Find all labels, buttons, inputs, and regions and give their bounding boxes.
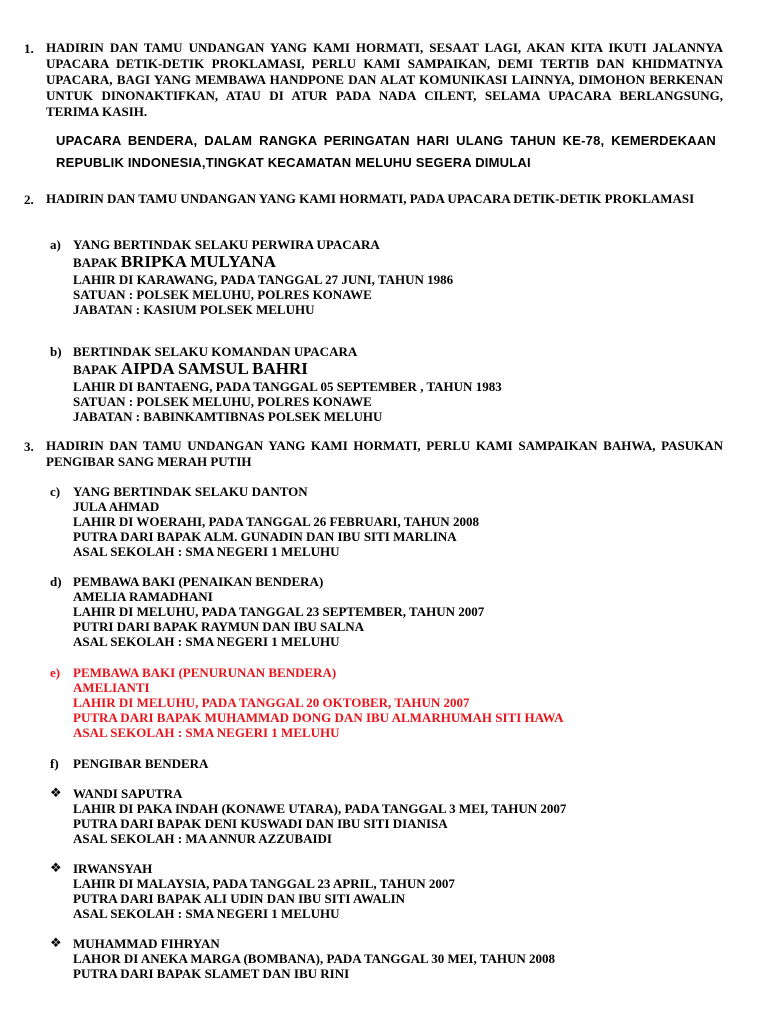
- flag-raiser-entry: [73, 861, 455, 921]
- commander-name-line: [73, 359, 502, 379]
- officer-entry: [73, 237, 453, 317]
- tray-lowering-school: ASAL SEKOLAH : SMA NEGERI 1 MELUHU: [73, 725, 340, 740]
- officer-name-prefix: BAPAK: [73, 255, 118, 270]
- officer-birth: LAHIR DI KARAWANG, PADA TANGGAL 27 JUNI, TAHUN 1986: [73, 272, 454, 287]
- flag-raisers-heading: PENGIBAR BENDERA: [73, 756, 209, 771]
- section-3-paragraph: HADIRIN DAN TAMU UNDANGAN YANG KAMI HORMATI, PERLU KAMI SAMPAIKAN BAHWA, PASUKAN PENGIBAR SANG MERAH PUTIH: [46, 438, 723, 469]
- danton-entry: [73, 484, 479, 559]
- section-1-number: 1.: [24, 41, 34, 56]
- tray-lowering-birth: LAHIR DI MELUHU, PADA TANGGAL 20 OKTOBER, TAHUN 2007: [73, 695, 470, 710]
- tray-raising-birth: LAHIR DI MELUHU, PADA TANGGAL 23 SEPTEMBER, TAHUN 2007: [73, 604, 485, 619]
- bullet-diamond-icon: ❖: [50, 936, 62, 951]
- commander-entry: [73, 344, 502, 424]
- tray-lowering-role: PEMBAWA BAKI (PENURUNAN BENDERA): [73, 665, 337, 680]
- item-marker-e: e): [50, 665, 61, 680]
- officer-unit: SATUAN : POLSEK MELUHU, POLRES KONAWE: [73, 287, 372, 302]
- flag-raiser-birth: LAHIR DI MALAYSIA, PADA TANGGAL 23 APRIL, TAHUN 2007: [73, 876, 455, 891]
- item-marker-d: d): [50, 574, 62, 589]
- section-1-paragraph: HADIRIN DAN TAMU UNDANGAN YANG KAMI HORMATI, SESAAT LAGI, AKAN KITA IKUTI JALANNYA UPACARA DETIK-DETIK PROKLAMASI, PERLU KAMI SAMPAIKAN, DEMI TERTIB DAN KHIDMATNYA UPACARA, BAGI YANG MEMBAWA HANDPONE DAN ALAT KOMUNIKASI LAINNYA, DIMOHON BERKENAN UNTUK DINONAKTIFKAN, ATAU DI ATUR PADA NADA CILENT, SELAMA UPACARA BERLANGSUNG, TERIMA KASIH.: [46, 40, 723, 119]
- bullet-diamond-icon: ❖: [50, 861, 62, 876]
- flag-raiser-entry: [73, 786, 566, 846]
- flag-raiser-entry: [73, 936, 555, 981]
- flag-raiser-parents: PUTRA DARI BAPAK DENI KUSWADI DAN IBU SITI DIANISA: [73, 816, 448, 831]
- officer-role: YANG BERTINDAK SELAKU PERWIRA UPACARA: [73, 237, 380, 252]
- tray-raising-school: ASAL SEKOLAH : SMA NEGERI 1 MELUHU: [73, 634, 340, 649]
- tray-raising-parents: PUTRI DARI BAPAK RAYMUN DAN IBU SALNA: [73, 619, 365, 634]
- commander-name: AIPDA SAMSUL BAHRI: [120, 359, 308, 378]
- bullet-diamond-icon: ❖: [50, 786, 62, 801]
- commander-birth: LAHIR DI BANTAENG, PADA TANGGAL 05 SEPTEMBER , TAHUN 1983: [73, 379, 502, 394]
- item-marker-a: a): [50, 237, 61, 252]
- commander-position: JABATAN : BABINKAMTIBNAS POLSEK MELUHU: [73, 409, 383, 424]
- tray-lowering-parents: PUTRA DARI BAPAK MUHAMMAD DONG DAN IBU ALMARHUMAH SITI HAWA: [73, 710, 564, 725]
- section-2-paragraph: HADIRIN DAN TAMU UNDANGAN YANG KAMI HORMATI, PADA UPACARA DETIK-DETIK PROKLAMASI: [46, 191, 695, 206]
- tray-bearer-raising-entry: [73, 574, 484, 649]
- danton-role: YANG BERTINDAK SELAKU DANTON: [73, 484, 308, 499]
- officer-position: JABATAN : KASIUM POLSEK MELUHU: [73, 302, 315, 317]
- officer-name: BRIPKA MULYANA: [120, 252, 276, 271]
- tray-bearer-lowering-entry: [73, 665, 564, 740]
- flag-raiser-school: ASAL SEKOLAH : MA ANNUR AZZUBAIDI: [73, 831, 332, 846]
- tray-raising-name: AMELIA RAMADHANI: [73, 589, 213, 604]
- flag-raiser-parents: PUTRA DARI BAPAK SLAMET DAN IBU RINI: [73, 966, 350, 981]
- danton-birth: LAHIR DI WOERAHI, PADA TANGGAL 26 FEBRUARI, TAHUN 2008: [73, 514, 479, 529]
- item-marker-c: c): [50, 484, 61, 499]
- flag-raiser-birth: LAHOR DI ANEKA MARGA (BOMBANA), PADA TANGGAL 30 MEI, TAHUN 2008: [73, 951, 555, 966]
- flag-raiser-name: MUHAMMAD FIHRYAN: [73, 936, 220, 951]
- section-3-number: 3.: [24, 439, 34, 454]
- commander-name-prefix: BAPAK: [73, 362, 118, 377]
- danton-school: ASAL SEKOLAH : SMA NEGERI 1 MELUHU: [73, 544, 340, 559]
- commander-role: BERTINDAK SELAKU KOMANDAN UPACARA: [73, 344, 358, 359]
- section-2-number: 2.: [24, 192, 34, 207]
- item-marker-b: b): [50, 344, 62, 359]
- flag-raiser-birth: LAHIR DI PAKA INDAH (KONAWE UTARA), PADA TANGGAL 3 MEI, TAHUN 2007: [73, 801, 567, 816]
- flag-raiser-parents: PUTRA DARI BAPAK ALI UDIN DAN IBU SITI AWALIN: [73, 891, 406, 906]
- tray-raising-role: PEMBAWA BAKI (PENAIKAN BENDERA): [73, 574, 324, 589]
- danton-name: JULA AHMAD: [73, 499, 160, 514]
- flag-raiser-name: WANDI SAPUTRA: [73, 786, 183, 801]
- item-marker-f: f): [50, 756, 59, 771]
- flag-raiser-name: IRWANSYAH: [73, 861, 153, 876]
- commander-unit: SATUAN : POLSEK MELUHU, POLRES KONAWE: [73, 394, 372, 409]
- officer-name-line: [73, 252, 453, 272]
- danton-parents: PUTRA DARI BAPAK ALM. GUNADIN DAN IBU SITI MARLINA: [73, 529, 457, 544]
- tray-lowering-name: AMELIANTI: [73, 680, 150, 695]
- flag-raiser-school: ASAL SEKOLAH : SMA NEGERI 1 MELUHU: [73, 906, 340, 921]
- ceremony-announcement: UPACARA BENDERA, DALAM RANGKA PERINGATAN HARI ULANG TAHUN KE-78, KEMERDEKAAN REPUBLIK INDONESIA,TINGKAT KECAMATAN MELUHU SEGERA DIMULAI: [56, 133, 716, 170]
